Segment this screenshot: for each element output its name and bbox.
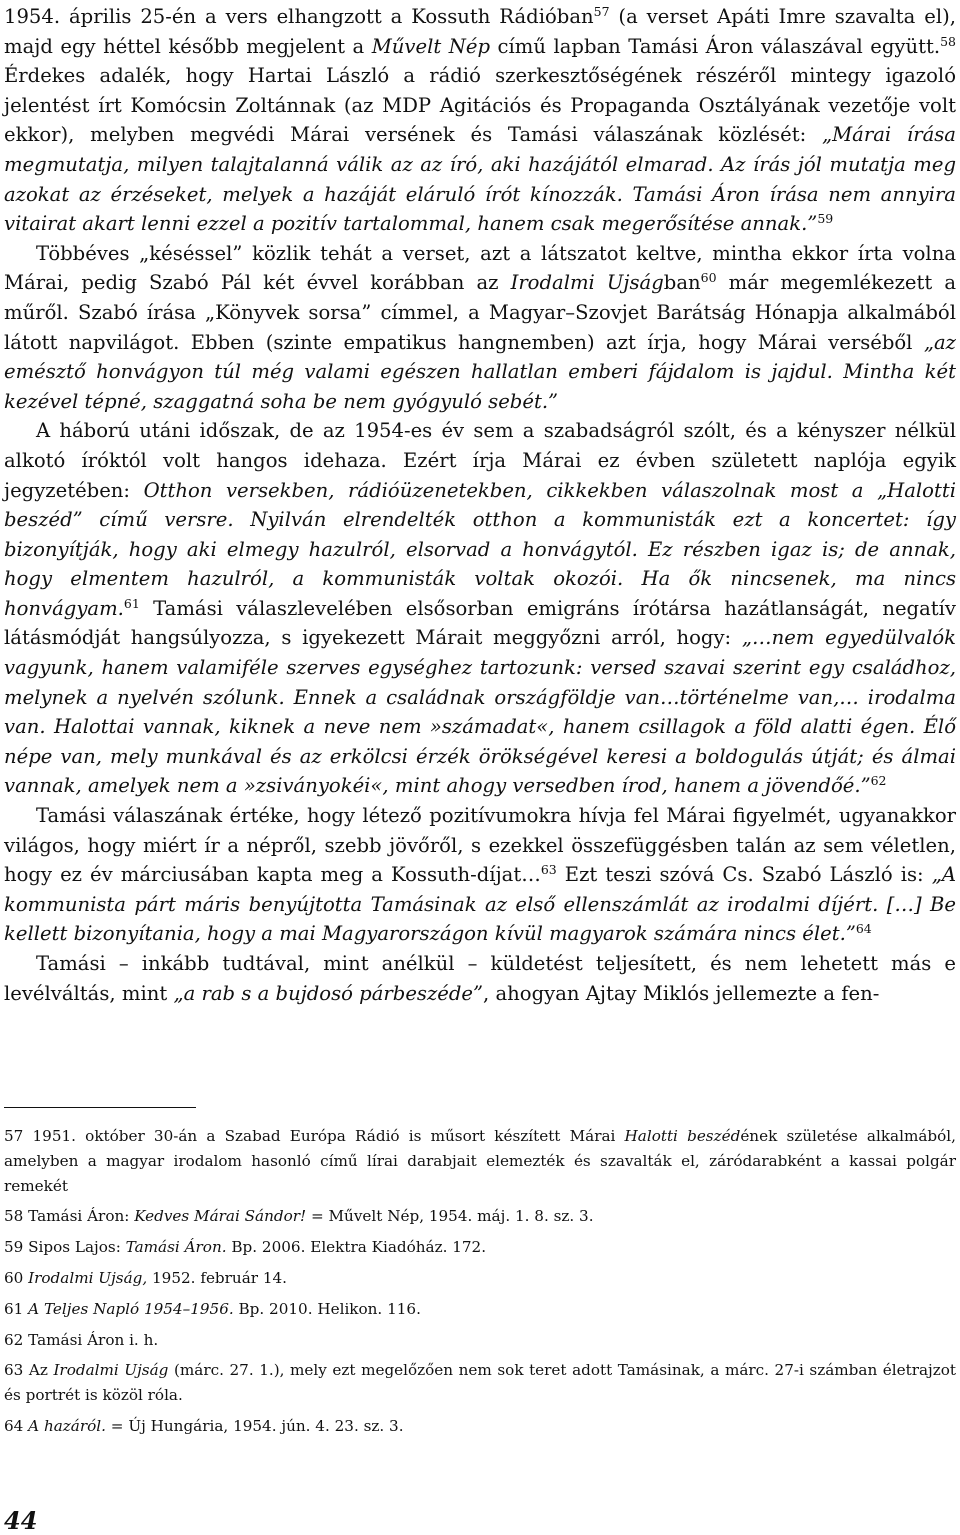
paragraph [4, 949, 956, 1008]
paragraph [4, 416, 956, 801]
body-text [4, 2, 956, 1008]
text-run: (a verset Apáti Imre szavalta el), majd egy héttel később megjelent a [4, 5, 956, 58]
text-run: Ezt teszi szóvá Cs. Szabó László is: [556, 863, 932, 887]
text-run: Többéves „késéssel” közlik tehát a verset, azt a látszatot keltve, mintha ekkor írta volna Márai, pedig Szabó Pál két évvel korábban az [4, 241, 956, 295]
text-run: (márc. 27. 1.), mely ezt megelőzően nem sok teret adott Tamásinak, a márc. 27-i számban életrajzot és portrét is közöl róla. [4, 1361, 957, 1405]
text-run: 57 1951. október 30-án a Szabad Európa Rádió is műsort készített Márai [4, 1127, 625, 1145]
footnotes [4, 1124, 956, 1445]
footnote [4, 1235, 956, 1260]
italic-text: Halotti beszéd [624, 1127, 741, 1145]
paragraph [4, 239, 956, 417]
footnote-ref: 64 [855, 921, 872, 937]
paragraph [4, 801, 956, 949]
footnote-ref: 59 [817, 211, 834, 227]
italic-text: A Teljes Napló 1954–1956. [28, 1299, 234, 1318]
text-run: ban [663, 271, 701, 295]
footnote-ref: 58 [940, 33, 957, 49]
text-run: című lapban Tamási Áron válaszával együtt. [490, 34, 941, 58]
paragraph [4, 2, 956, 239]
text-run: A háború utáni időszak, de az 1954-es év sem a szabadságról szólt, és a kényszer nélkül alkotó íróktól volt hangos idehaza. Ezért írja Márai ez évben született naplója egyik jegyzetében: [4, 419, 956, 502]
footnote-ref: 61 [123, 595, 140, 611]
italic-text: Irodalmi Ujság [510, 271, 664, 295]
text-run: 60 [4, 1268, 29, 1287]
page-number: 44 [4, 1506, 38, 1535]
text-run: 59 Sipos Lajos: [4, 1238, 126, 1257]
italic-text: „az emésztő honvágyon túl még valami egészen hallatlan emberi fájdalom is jajdul. Mintha két kezével tépné, szaggatná soha be nem gyógyuló sebét.” [4, 330, 956, 413]
text-run: = Új Hungária, 1954. jún. 4. 23. sz. 3. [105, 1416, 404, 1435]
footnote [4, 1297, 956, 1322]
footnote [4, 1328, 956, 1353]
footnote-ref: 63 [540, 862, 557, 878]
italic-text: Kedves Márai Sándor! [134, 1207, 307, 1226]
italic-text: „Márai írása megmutatja, milyen talajtalanná válik az az író, aki hazájától elmarad. Az írás jól mutatja meg azokat az érzéseket, melyek a hazáját eláruló írót kínozzák. Tamási Áron írása nem annyira vitairat akart lenni ezzel a pozitív tartalommal, hanem csak megerősítése annak.” [4, 123, 956, 236]
italic-text: Irodalmi Ujság [53, 1361, 169, 1380]
text-run: Tamási válaszának értéke, hogy létező pozitívumokra hívja fel Márai figyelmét, ugyanakkor világos, hogy miért ír a népről, szebb jövőről, s ezekkel összefüggésben talán az sem véletlen, hogy ez év márciusában kapta meg a Kossuth-díjat… [4, 804, 956, 887]
italic-text: Irodalmi Ujság, [28, 1268, 148, 1287]
italic-text: „…nem egyedülvalók vagyunk, hanem valamiféle szerves egységhez tartozunk: versed szavai szerint egy családhoz, melynek a nyelvén szólunk. Ennek a családnak országföldje van…történelme van,… irodalma van. Halottai vannak, kiknek a neve nem »számadat«, hanem csillagok a föld alatti égen. Élő népe van, mely munkával és az erkölcsi érzék örökségével keresi a boldogulás útját; és álmai vannak, amelyek nem a »zsiványokéi«, mint ahogy versedben írod, hanem a jövendőé.” [4, 626, 957, 798]
text-run: ének születése alkalmából, amelyben a magyar irodalom hasonló című lírai darabjait elemezték és szavalták el, záródarabként a kassai polgár remekét [4, 1127, 956, 1195]
footnote-separator [4, 1107, 196, 1108]
text-run: 64 [4, 1416, 29, 1435]
text-run: 62 Tamási Áron i. h. [4, 1330, 159, 1349]
text-run: már megemlékezett a műről. Szabó írása „Könyvek sorsa” címmel, a Magyar–Szovjet Barátság Hónapja alkalmából látott napvilágot. Ebben (szinte empatikus hangnemben) azt írja, hogy Márai verséből [4, 271, 957, 354]
footnote-ref: 60 [700, 270, 717, 286]
text-run: 1952. február 14. [147, 1268, 287, 1287]
text-run: Érdekes adalék, hogy Hartai László a rádió szerkesztőségének részéről mintegy igazoló jelentést írt Komócsin Zoltánnak (az MDP Agitációs és Propaganda Osztályának vezetője volt ekkor), melyben megvédi Márai versének és Tamási válaszának közlését: [4, 64, 956, 147]
text-run: 61 [4, 1299, 29, 1318]
text-run: = Művelt Nép, 1954. máj. 1. 8. sz. 3. [306, 1207, 594, 1226]
italic-text: Művelt Nép [371, 34, 491, 58]
text-run: , ahogyan Ajtay Miklós jellemezte a fen- [483, 981, 880, 1005]
italic-text: A hazáról. [28, 1416, 106, 1435]
text-run: Bp. 2010. Helikon. 116. [233, 1299, 421, 1318]
text-run: Bp. 2006. Elektra Kiadóház. 172. [226, 1238, 487, 1257]
text-run: Tamási – inkább tudtával, mint anélkül – küldetést teljesített, és nem lehetett más e levélváltás, mint [4, 952, 956, 1005]
footnote-ref: 57 [593, 4, 610, 19]
footnote-ref: 62 [870, 773, 887, 789]
footnote [4, 1204, 956, 1229]
footnote [4, 1266, 956, 1291]
italic-text: „A kommunista párt máris benyújtotta Tamásinak az első ellenszámlát az irodalmi díjért. […] Be kellett bizonyítania, hogy a mai Magyarországon kívül magyarok számára nincs élet.” [4, 863, 956, 946]
footnote [4, 1414, 956, 1439]
text-run: 63 Az [4, 1361, 54, 1380]
text-run: 58 Tamási Áron: [4, 1207, 135, 1226]
italic-text: Otthon versekben, rádióüzenetekben, cikkekben válaszolnak most a „Halotti beszéd” című versre. Nyilván elrendelték otthon a kommunisták ezt a koncertet: így bizonyítják, hogy aki elmegy hazulról, elsorvad a honvágytól. Ez részben igaz is; de annak, hogy elmentem hazulról, a kommunisták voltak okozói. Ha ők nincsenek, ma nincs honvágyam. [4, 478, 956, 620]
italic-text: „a rab s a bujdosó párbeszéde” [173, 981, 484, 1005]
text-run: Tamási válaszlevelében elsősorban emigráns írótársa hazátlanságát, negatív látásmódját hangsúlyozza, s igyekezett Márait meggyőzni arról, hogy: [4, 596, 956, 650]
footnote [4, 1124, 956, 1198]
italic-text: Tamási Áron. [125, 1238, 227, 1257]
footnote [4, 1358, 956, 1408]
text-run: 1954. április 25-én a vers elhangzott a Kossuth Rádióban [4, 5, 594, 28]
